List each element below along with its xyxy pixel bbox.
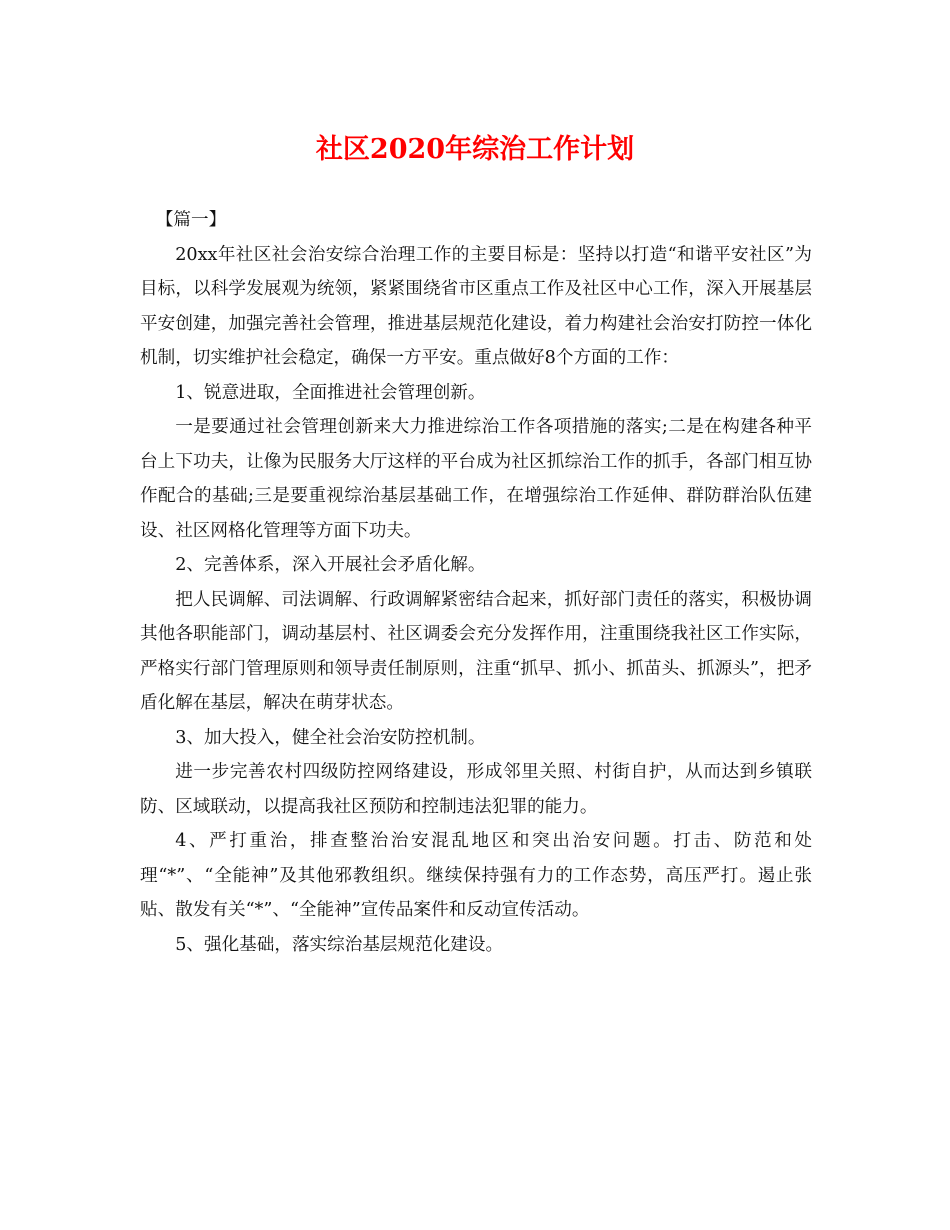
- section-label: 【篇一】: [155, 210, 227, 230]
- paragraph-body-1: 一是要通过社会管理创新来大力推进综治工作各项措施的落实;二是在构建各种平台上下功夫，让像为民服务大厅这样的平台成为社区抓综治工作的抓手，各部门相互协作配合的基础;三是要重视综治基层基础工作，在增强综治工作延伸、群防群治队伍建设、社区网格化管理等方面下功夫。: [140, 417, 812, 541]
- paragraph-body-2: 把人民调解、司法调解、行政调解紧密结合起来，抓好部门责任的落实，积极协调其他各职能部门，调动基层村、社区调委会充分发挥作用，注重围绕我社区工作实际，严格实行部门管理原则和领导责任制原则，注重“抓早、抓小、抓苗头、抓源头”，把矛盾化解在基层，解决在萌芽状态。: [140, 589, 812, 713]
- paragraph-heading-1: 1、锐意进取，全面推进社会管理创新。: [175, 382, 486, 403]
- paragraph-intro: 20xx年社区社会治安综合治理工作的主要目标是：坚持以打造“和谐平安社区”为目标，以科学发展观为统领，紧紧围绕省市区重点工作及社区中心工作，深入开展基层平安创建，加强完善社会管理，推进基层规范化建设，着力构建社会治安打防控一体化机制，切实维护社会稳定，确保一方平安。重点做好8个方面的工作：: [140, 244, 812, 368]
- document-body: [140, 203, 812, 962]
- paragraph-heading-5: 5、强化基础，落实综治基层规范化建设。: [175, 934, 504, 955]
- paragraph-heading-3: 3、加大投入，健全社会治安防控机制。: [175, 727, 486, 748]
- paragraph-heading-4: 4、严打重治，排查整治治安混乱地区和突出治安问题。打击、防范和处理“*”、“全能神”及其他邪教组织。继续保持强有力的工作态势，高压严打。遏止张贴、散发有关“*”、“全能神”宣传品案件和反动宣传活动。: [140, 831, 812, 920]
- paragraph-heading-2: 2、完善体系，深入开展社会矛盾化解。: [175, 555, 486, 575]
- document-title: 社区2020年综治工作计划: [315, 134, 635, 165]
- paragraph-body-3: 进一步完善农村四级防控网络建设，形成邻里关照、村街自护，从而达到乡镇联防、区域联动，以提高我社区预防和控制违法犯罪的能力。: [140, 762, 812, 817]
